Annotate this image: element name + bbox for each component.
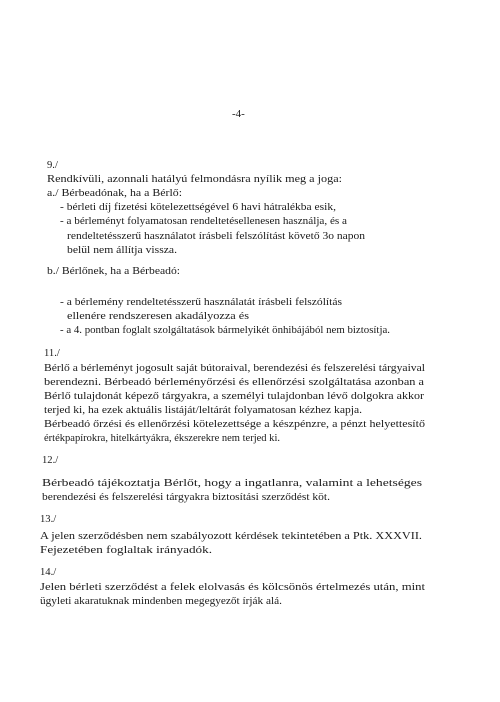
section-11-heading: 11./ [44,348,60,359]
page-number: -4- [232,108,245,120]
section-9a-label: a./ Bérbeadónak, ha a Bérlő: [47,188,182,199]
section-9a-item-2-end: belül nem állítja vissza. [67,245,177,256]
section-14-line-1: Jelen bérleti szerződést a felek elolvasás és kölcsönös értelmezés után, mint [40,582,425,593]
section-11-line-4: terjed ki, ha ezek aktuális listáját/leltárát folyamatosan kézhez kapja. [44,405,362,416]
section-9-heading: 9./ [47,160,58,171]
section-13-heading: 13./ [40,514,57,525]
section-9a-item-2: - a bérleményt folyamatosan rendeltetésellenesen használja, és a [60,216,347,227]
section-11-line-6: értékpapírokra, hitelkártyákra, ékszerekre nem terjed ki. [44,433,280,444]
section-11-line-5: Bérbeadó őrzési és ellenőrzési kötelezettsége a készpénzre, a pénzt helyettesítő [44,419,425,430]
section-13-line-2: Fejezetében foglaltak irányadók. [40,545,212,556]
section-11-line-1: Bérlő a bérleményt jogosult saját bútoraival, berendezési és felszerelési tárgyaival [44,363,425,374]
section-12-line-2: berendezési és felszerelési tárgyakra biztosítási szerződést köt. [42,492,330,503]
section-9b-item-1-cont: ellenére rendszeresen akadályozza és [67,311,249,322]
section-11-line-2: berendezni. Bérbeadó bérleményőrzési és ellenőrzési szolgáltatása azonban a [44,377,424,388]
section-9a-item-1: - bérleti díj fizetési kötelezettségével 6 havi hátralékba esik, [60,202,336,213]
section-12-line-1: Bérbeadó tájékoztatja Bérlőt, hogy a ingatlanra, valamint a lehetséges [42,478,422,489]
section-12-heading: 12./ [42,455,59,466]
section-14-heading: 14./ [40,567,57,578]
section-9b-item-2: - a 4. pontban foglalt szolgáltatások bármelyikét önhibájából nem biztosítja. [60,325,390,336]
section-11-line-3: Bérlő tulajdonát képező tárgyakra, a személyi tulajdonban lévő dolgokra akkor [44,391,424,402]
section-9b-label: b./ Bérlőnek, ha a Bérbeadó: [47,266,180,277]
section-14-line-2: ügyleti akaratuknak mindenben megegyezőt írják alá. [40,596,282,607]
section-13-line-1: A jelen szerződésben nem szabályozott kérdések tekintetében a Ptk. XXXVII. [40,531,422,542]
section-9b-item-1: - a bérlemény rendeltetésszerű használatát írásbeli felszólítás [60,297,342,308]
section-9a-item-2-cont: rendeltetésszerű használatot írásbeli felszólítást követő 3o napon [67,231,365,242]
section-9-intro: Rendkívüli, azonnali hatályú felmondásra nyílik meg a joga: [47,174,342,185]
